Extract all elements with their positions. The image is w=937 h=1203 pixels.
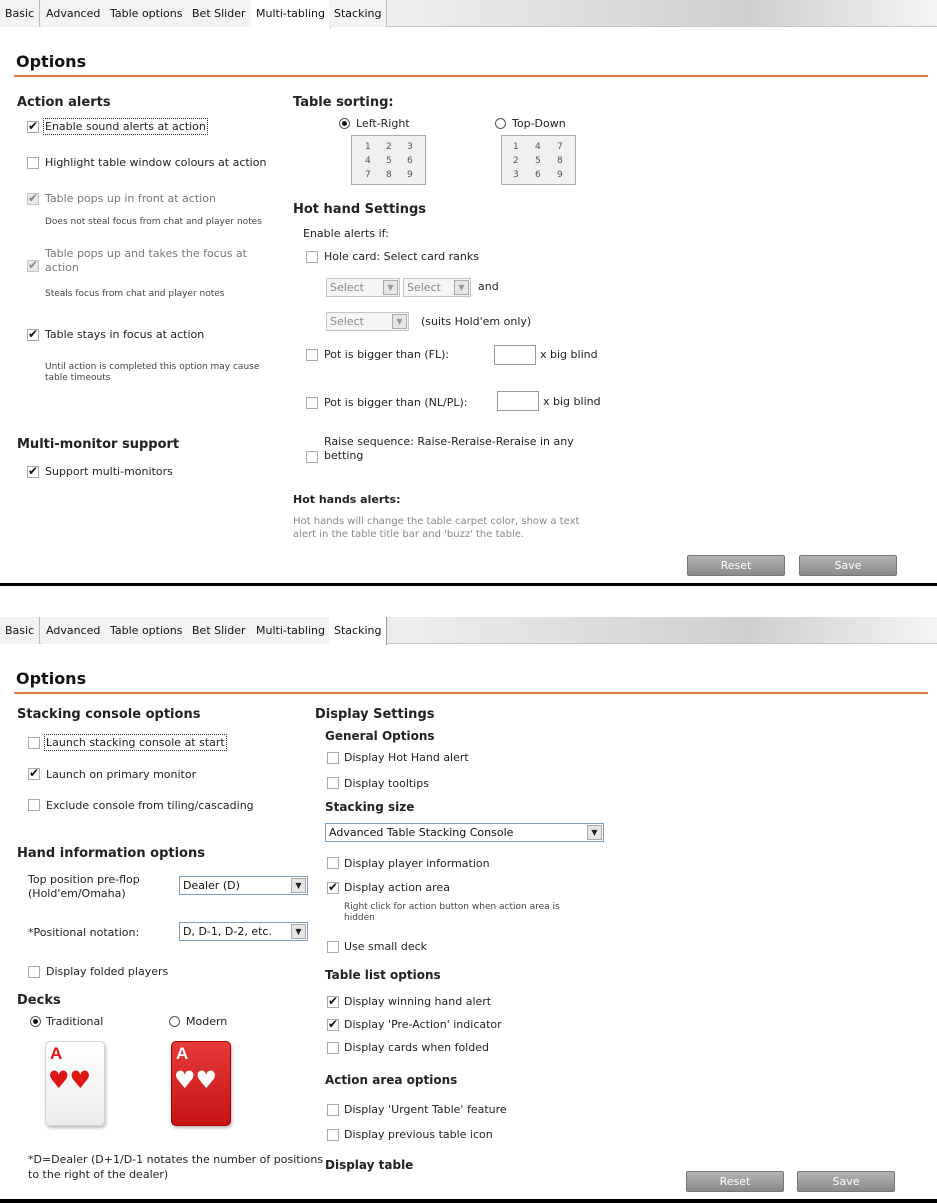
small-deck-label: Use small deck (344, 940, 428, 953)
folded-players-label: Display folded players (46, 965, 169, 978)
hole-card-checkbox[interactable] (306, 251, 318, 263)
left-right-radio[interactable] (339, 118, 350, 129)
action-area-note-2: hidden (344, 913, 375, 923)
hot-hand-heading: Hot hand Settings (293, 202, 427, 217)
raise-seq-label-1: Raise sequence: Raise-Reraise-Reraise in any (324, 435, 574, 448)
pops-focus-checkbox[interactable] (27, 260, 39, 272)
pot-nl-unit: x big blind (543, 395, 601, 408)
modern-card-preview: A ♥♥ (171, 1041, 231, 1126)
tooltips-label: Display tooltips (344, 777, 429, 790)
folded-players-checkbox[interactable] (28, 966, 40, 978)
tab-stacking[interactable]: Stacking (329, 0, 387, 27)
title-rule (14, 692, 928, 694)
save-button[interactable]: Save (799, 555, 897, 576)
pot-nl-input[interactable] (497, 391, 539, 411)
top-down-preview: 1 4 7 2 5 8 3 6 9 (501, 135, 576, 185)
urgent-table-label: Display 'Urgent Table' feature (344, 1103, 507, 1116)
pops-front-label: Table pops up in front at action (45, 192, 216, 205)
action-alerts-heading: Action alerts (17, 95, 111, 110)
player-info-checkbox[interactable] (327, 857, 339, 869)
pops-front-note: Does not steal focus from chat and player notes (45, 217, 262, 227)
winning-hand-label: Display winning hand alert (344, 995, 492, 1008)
left-right-label: Left-Right (356, 117, 410, 130)
display-settings-heading: Display Settings (315, 707, 435, 722)
page-title: Options (16, 52, 87, 71)
bottom-border (0, 1199, 937, 1203)
prev-table-icon-label: Display previous table icon (344, 1128, 493, 1141)
traditional-radio[interactable] (30, 1016, 41, 1027)
tab-bet-slider[interactable]: Bet Slider (187, 617, 252, 644)
multi-monitor-label: Support multi-monitors (45, 465, 173, 478)
cards-folded-checkbox[interactable] (327, 1042, 339, 1054)
stays-focus-checkbox[interactable] (27, 329, 39, 341)
hot-hands-alerts-heading: Hot hands alerts: (293, 493, 401, 506)
chevron-down-icon: ▼ (587, 825, 602, 840)
dealer-footnote-2: to the right of the dealer) (28, 1168, 169, 1181)
raise-seq-label-2: betting (324, 449, 364, 462)
decks-heading: Decks (17, 993, 61, 1008)
hot-hands-desc-1: Hot hands will change the table carpet color, show a text (293, 516, 580, 527)
reset-button[interactable]: Reset (687, 555, 785, 576)
stacking-size-heading: Stacking size (325, 800, 415, 814)
pot-fl-checkbox[interactable] (306, 349, 318, 361)
hearts-icon: ♥♥ (174, 1066, 218, 1094)
top-down-label: Top-Down (512, 117, 566, 130)
stays-focus-note-2: table timeouts (45, 373, 111, 383)
positional-notation-select[interactable]: D, D-1, D-2, etc. ▼ (179, 922, 308, 941)
hot-hands-desc-2: alert in the table title bar and 'buzz' the table. (293, 529, 525, 540)
cards-folded-label: Display cards when folded (344, 1041, 489, 1054)
launch-primary-checkbox[interactable] (28, 768, 40, 780)
title-rule (14, 75, 928, 77)
tab-basic[interactable]: Basic (0, 617, 40, 644)
top-position-label-2: (Hold'em/Omaha) (28, 887, 126, 900)
modern-label: Modern (186, 1015, 228, 1028)
multi-monitor-checkbox[interactable] (27, 466, 39, 478)
enable-sound-checkbox[interactable] (27, 121, 39, 133)
prev-table-icon-checkbox[interactable] (327, 1129, 339, 1141)
raise-seq-checkbox[interactable] (306, 451, 318, 463)
card-rank-select-1[interactable]: Select ▼ (326, 278, 400, 297)
tab-stacking[interactable]: Stacking (329, 617, 387, 645)
suit-select[interactable]: Select ▼ (326, 312, 409, 331)
page-title: Options (16, 669, 87, 688)
stacking-size-select[interactable]: Advanced Table Stacking Console ▼ (325, 823, 604, 842)
stays-focus-label: Table stays in focus at action (45, 328, 205, 341)
pot-fl-input[interactable] (494, 345, 536, 365)
chevron-down-icon: ▼ (291, 924, 306, 939)
enable-alerts-label: Enable alerts if: (303, 227, 389, 240)
small-deck-checkbox[interactable] (327, 941, 339, 953)
exclude-console-label: Exclude console from tiling/cascading (46, 799, 254, 812)
hand-info-heading: Hand information options (17, 846, 205, 861)
pops-front-checkbox[interactable] (27, 193, 39, 205)
chevron-down-icon: ▼ (383, 280, 398, 295)
traditional-card-preview: A ♥♥ (45, 1041, 105, 1126)
launch-start-label: Launch stacking console at start (46, 736, 225, 749)
launch-start-checkbox[interactable] (28, 737, 40, 749)
action-area-note-1: Right click for action button when action area is (344, 902, 560, 912)
tab-advanced[interactable]: Advanced (41, 617, 106, 644)
left-right-preview: 1 2 3 4 5 6 7 8 9 (351, 135, 426, 185)
top-position-select[interactable]: Dealer (D) ▼ (179, 876, 308, 895)
reset-button[interactable]: Reset (686, 1171, 784, 1192)
multitabling-panel (0, 0, 937, 583)
action-area-options-heading: Action area options (325, 1073, 458, 1087)
save-button[interactable]: Save (797, 1171, 895, 1192)
multi-monitor-heading: Multi-monitor support (17, 437, 180, 452)
hot-hand-alert-checkbox[interactable] (327, 752, 339, 764)
table-sorting-heading: Table sorting: (293, 95, 394, 110)
tab-multi-tabling[interactable]: Multi-tabling (251, 617, 331, 644)
enable-sound-label: Enable sound alerts at action (45, 120, 206, 133)
top-down-radio[interactable] (495, 118, 506, 129)
chevron-down-icon: ▼ (392, 314, 407, 329)
tab-bar (0, 617, 937, 644)
highlight-checkbox[interactable] (27, 157, 39, 169)
pops-focus-label-2: action (45, 261, 79, 274)
exclude-console-checkbox[interactable] (28, 799, 40, 811)
urgent-table-checkbox[interactable] (327, 1104, 339, 1116)
pot-nl-label: Pot is bigger than (NL/PL): (324, 396, 468, 409)
hearts-icon: ♥♥ (48, 1066, 92, 1094)
pot-nl-checkbox[interactable] (306, 397, 318, 409)
tab-table-options[interactable]: Table options (105, 0, 188, 27)
tab-advanced[interactable]: Advanced (41, 0, 106, 27)
player-info-label: Display player information (344, 857, 490, 870)
stays-focus-note-1: Until action is completed this option may cause (45, 362, 260, 372)
tooltips-checkbox[interactable] (327, 777, 339, 789)
stacking-panel (0, 617, 937, 1199)
launch-primary-label: Launch on primary monitor (46, 768, 197, 781)
tab-table-options[interactable]: Table options (105, 617, 188, 644)
pops-focus-note: Steals focus from chat and player notes (45, 289, 225, 299)
positional-notation-label: *Positional notation: (28, 926, 140, 939)
display-table-heading: Display table (325, 1158, 414, 1172)
dealer-footnote-1: *D=Dealer (D+1/D-1 notates the number of positions (28, 1153, 324, 1166)
highlight-label: Highlight table window colours at action (45, 156, 267, 169)
stacking-console-heading: Stacking console options (17, 707, 201, 722)
hot-hand-alert-label: Display Hot Hand alert (344, 751, 469, 764)
pops-focus-label-1: Table pops up and takes the focus at (45, 247, 247, 260)
screenshot-divider (0, 583, 937, 586)
action-area-checkbox[interactable] (327, 882, 339, 894)
table-list-heading: Table list options (325, 968, 441, 982)
hole-card-label: Hole card: Select card ranks (324, 250, 479, 263)
pre-action-checkbox[interactable] (327, 1019, 339, 1031)
pot-fl-unit: x big blind (540, 348, 598, 361)
winning-hand-checkbox[interactable] (327, 996, 339, 1008)
card-rank-select-2[interactable]: Select ▼ (403, 278, 471, 297)
tab-multi-tabling[interactable]: Multi-tabling (251, 0, 331, 28)
top-position-label-1: Top position pre-flop (28, 873, 140, 886)
general-options-heading: General Options (325, 729, 435, 743)
tab-bar (0, 0, 937, 27)
chevron-down-icon: ▼ (454, 280, 469, 295)
action-area-label: Display action area (344, 881, 450, 894)
chevron-down-icon: ▼ (291, 878, 306, 893)
and-label: and (478, 280, 499, 293)
tab-basic[interactable]: Basic (0, 0, 40, 27)
pre-action-label: Display 'Pre-Action' indicator (344, 1018, 502, 1031)
suits-note: (suits Hold'em only) (421, 315, 532, 328)
traditional-label: Traditional (46, 1015, 104, 1028)
pot-fl-label: Pot is bigger than (FL): (324, 348, 450, 361)
tab-bet-slider[interactable]: Bet Slider (187, 0, 252, 27)
modern-radio[interactable] (169, 1016, 180, 1027)
